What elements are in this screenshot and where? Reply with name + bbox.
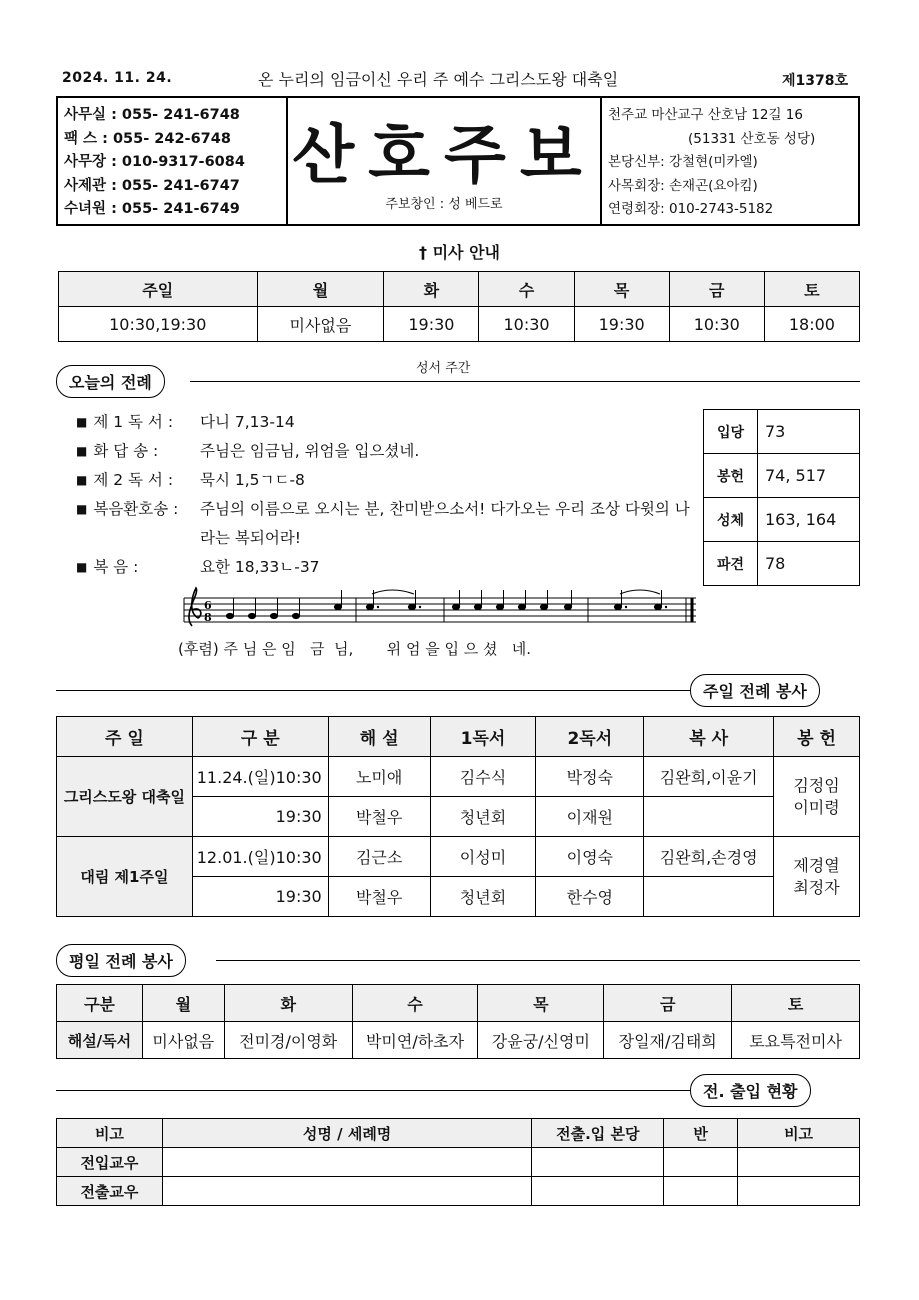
- column-header: 구분: [57, 985, 143, 1022]
- hymn-number: 74, 517: [758, 454, 860, 498]
- sunday-header-row: [57, 717, 860, 757]
- table-cell: [738, 1177, 860, 1206]
- reading-label: ■ 복음환호송 :: [76, 495, 200, 525]
- liturgy-divider: [190, 381, 860, 382]
- sunday-name: 그리스도왕 대축일: [57, 757, 193, 837]
- reading-text: 다니 7,13-14: [200, 413, 295, 431]
- column-header: 1독서: [430, 717, 536, 757]
- sunday-name: 대림 제1주일: [57, 837, 193, 917]
- table-cell: [162, 1177, 532, 1206]
- service-time: 11.24.(일)10:30: [192, 757, 328, 797]
- masthead: [56, 96, 860, 226]
- weekday-service-table: [56, 984, 860, 1059]
- table-cell: [664, 1148, 738, 1177]
- transfer-header-row: [57, 1119, 860, 1148]
- contact-list: [58, 98, 288, 224]
- reading-item: [76, 495, 696, 553]
- column-header: 성명 / 세례명: [162, 1119, 532, 1148]
- contact-rectory: 사제관 : 055- 241-6747: [64, 177, 240, 194]
- liturgy-heading: 오늘의 전례: [56, 365, 165, 398]
- weekday-value: 전미경/이영화: [224, 1022, 352, 1059]
- table-row: [57, 837, 860, 877]
- altar-server: [644, 797, 774, 837]
- hymn-row: [704, 454, 860, 498]
- reading-item: [76, 437, 696, 466]
- table-row: [57, 1022, 860, 1059]
- column-header: 수: [352, 985, 478, 1022]
- column-header: 금: [604, 985, 732, 1022]
- table-cell: [738, 1148, 860, 1177]
- row-label: 해설/독서: [57, 1022, 143, 1059]
- transfer-heading: 전. 출입 현황: [690, 1074, 811, 1107]
- mass-info-title: † 미사 안내: [419, 243, 500, 262]
- contact-secretary: 사무장 : 010-9317-6084: [64, 154, 245, 170]
- reading-label: ■ 화 답 송 :: [76, 437, 200, 467]
- weekday-value: 토요특전미사: [732, 1022, 860, 1059]
- sunday-service-heading: 주일 전례 봉사: [690, 674, 820, 707]
- readings-list: [76, 408, 696, 582]
- first-reader: 청년회: [430, 797, 536, 837]
- hymn-row: [704, 542, 860, 586]
- contact-office: 사무실 : 055- 241-6748: [64, 107, 240, 123]
- bulletin-publisher: 주보창인 : 성 베드로: [385, 197, 503, 212]
- parish-address: 천주교 마산교구 산호남 12길 16: [608, 107, 803, 123]
- column-header: 비고: [738, 1119, 860, 1148]
- altar-server: 김완희,이윤기: [644, 757, 774, 797]
- hymn-label: 봉헌: [704, 454, 758, 498]
- mass-day: 주일: [59, 272, 258, 307]
- mass-time: 10:30: [479, 307, 574, 342]
- issue-number: 제1378호: [782, 73, 849, 89]
- first-reader: 김수식: [430, 757, 536, 797]
- first-reader: 청년회: [430, 877, 536, 917]
- weekday-value: 미사없음: [142, 1022, 224, 1059]
- contact-convent: 수녀원 : 055- 241-6749: [64, 201, 240, 217]
- hymn-table: [703, 409, 860, 586]
- altar-server: [644, 877, 774, 917]
- table-row: [57, 757, 860, 797]
- bulletin-title: 산호주보: [292, 118, 596, 193]
- parish-postcode: (51331 산호동 성당): [688, 130, 816, 147]
- mass-time: 10:30,19:30: [59, 307, 258, 342]
- weekday-value: 장일재/김태희: [604, 1022, 732, 1059]
- column-header: 월: [142, 985, 224, 1022]
- weekday-service-heading: 평일 전례 봉사: [56, 944, 186, 977]
- mass-day: 화: [384, 272, 479, 307]
- table-cell: [664, 1177, 738, 1206]
- pastoral-president: 사목회장: 손재곤(요아킴): [608, 177, 758, 194]
- column-header: 비고: [57, 1119, 163, 1148]
- reading-text: 묵시 1,5ㄱㄷ-8: [200, 471, 305, 489]
- commentator: 노미애: [328, 757, 430, 797]
- funeral-president: 연령회장: 010-2743-5182: [608, 201, 774, 217]
- column-header: 토: [732, 985, 860, 1022]
- reading-item: [76, 466, 696, 495]
- mass-day: 수: [479, 272, 574, 307]
- weekday-divider: [216, 960, 860, 961]
- second-reader: 박정숙: [536, 757, 644, 797]
- weekday-header-row: [57, 985, 860, 1022]
- second-reader: 한수영: [536, 877, 644, 917]
- title-block: [288, 98, 602, 224]
- service-time: 19:30: [192, 877, 328, 917]
- mass-schedule-table: [58, 271, 860, 342]
- reading-text: 주님은 임금님, 위엄을 입으셨네.: [200, 442, 420, 460]
- weekday-value: 강윤궁/신영미: [478, 1022, 604, 1059]
- reading-item: [76, 408, 696, 437]
- transfer-table: [56, 1118, 860, 1206]
- column-header: 2독서: [536, 717, 644, 757]
- column-header: 주 일: [57, 717, 193, 757]
- sunday-divider: [56, 690, 692, 691]
- hymn-number: 73: [758, 410, 860, 454]
- hymn-label: 입당: [704, 410, 758, 454]
- column-header: 반: [664, 1119, 738, 1148]
- table-cell: [162, 1148, 532, 1177]
- offering: 제경열 최정자: [774, 837, 860, 917]
- column-header: 화: [224, 985, 352, 1022]
- psalm-music-staff: [178, 584, 700, 644]
- table-row: [57, 1177, 860, 1206]
- liturgy-week: 성서 주간: [416, 361, 471, 376]
- mass-day: 토: [764, 272, 859, 307]
- column-header: 전출.입 본당: [532, 1119, 664, 1148]
- hymn-label: 파견: [704, 542, 758, 586]
- column-header: 해 설: [328, 717, 430, 757]
- service-time: 12.01.(일)10:30: [192, 837, 328, 877]
- column-header: 복 사: [644, 717, 774, 757]
- reading-label: ■ 제 1 독 서 :: [76, 408, 200, 438]
- mass-time: 10:30: [669, 307, 764, 342]
- svg-text:6: 6: [204, 599, 212, 612]
- parish-priest: 본당신부: 강철현(미카엘): [608, 154, 758, 170]
- svg-text:8: 8: [204, 611, 212, 624]
- reading-item: [76, 553, 696, 582]
- parish-info: [602, 98, 858, 224]
- offering: 김정임 이미령: [774, 757, 860, 837]
- feast-title: 온 누리의 임금이신 우리 주 예수 그리스도왕 대축일: [258, 70, 619, 89]
- contact-fax: 팩 스 : 055- 242-6748: [64, 130, 231, 147]
- commentator: 박철우: [328, 797, 430, 837]
- mass-time: 19:30: [574, 307, 669, 342]
- row-label: 전출교우: [57, 1177, 163, 1206]
- row-label: 전입교우: [57, 1148, 163, 1177]
- hymn-row: [704, 410, 860, 454]
- mass-day: 금: [669, 272, 764, 307]
- transfer-divider: [56, 1090, 692, 1091]
- weekday-value: 박미연/하초자: [352, 1022, 478, 1059]
- reading-label: ■ 제 2 독 서 :: [76, 466, 200, 496]
- sunday-service-table: [56, 716, 860, 917]
- table-cell: [532, 1177, 664, 1206]
- reading-text: 요한 18,33ㄴ-37: [200, 558, 320, 576]
- reading-text: 주님의 이름으로 오시는 분, 찬미받으소서! 다가오는 우리 조상 다윗의 나라는 복되어라!: [200, 500, 690, 547]
- bulletin-date: 2024. 11. 24.: [62, 70, 173, 86]
- mass-day: 목: [574, 272, 669, 307]
- reading-label: ■ 복 음 :: [76, 553, 200, 583]
- hymn-number: 78: [758, 542, 860, 586]
- table-cell: [532, 1148, 664, 1177]
- table-row: [57, 1148, 860, 1177]
- column-header: 구 분: [192, 717, 328, 757]
- service-time: 19:30: [192, 797, 328, 837]
- altar-server: 김완희,손경영: [644, 837, 774, 877]
- second-reader: 이영숙: [536, 837, 644, 877]
- mass-times-row: [59, 307, 860, 342]
- mass-time: 18:00: [764, 307, 859, 342]
- second-reader: 이재원: [536, 797, 644, 837]
- mass-time: 미사없음: [257, 307, 384, 342]
- mass-days-row: [59, 272, 860, 307]
- first-reader: 이성미: [430, 837, 536, 877]
- mass-time: 19:30: [384, 307, 479, 342]
- column-header: 목: [478, 985, 604, 1022]
- commentator: 김근소: [328, 837, 430, 877]
- hymn-label: 성체: [704, 498, 758, 542]
- commentator: 박철우: [328, 877, 430, 917]
- column-header: 봉 헌: [774, 717, 860, 757]
- mass-day: 월: [257, 272, 384, 307]
- psalm-lyrics: (후렴) 주 님 은 임 금 님, 위 엄 을 입 으 셨 네.: [178, 640, 532, 658]
- hymn-row: [704, 498, 860, 542]
- hymn-number: 163, 164: [758, 498, 860, 542]
